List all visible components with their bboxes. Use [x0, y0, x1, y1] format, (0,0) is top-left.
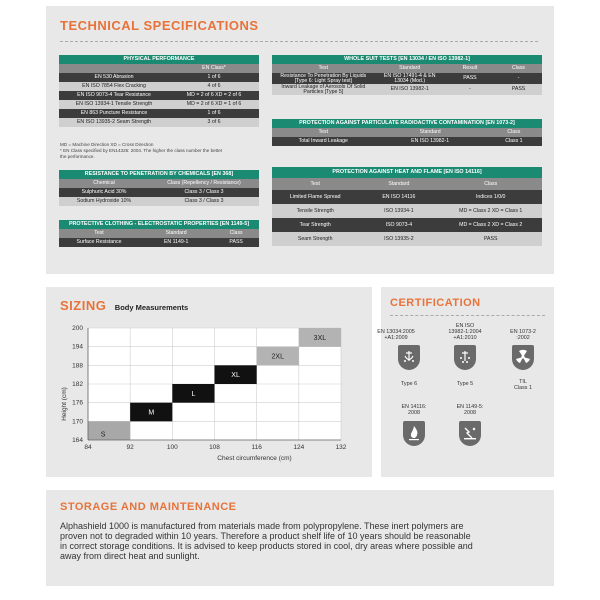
table-cell: Total Inward Leakage	[272, 137, 375, 146]
table-cell: EN ISO 13982-1	[375, 137, 486, 146]
flame-table	[272, 167, 542, 246]
table-cell: Seam Strength	[272, 232, 358, 246]
cell-line: Particles [Type 5]	[303, 88, 344, 95]
text-line: in correct storage conditions. It is advised to keep products stored in cool, dry areas where possible and	[60, 541, 473, 551]
table-cell: Tear Strength	[272, 218, 358, 232]
note-line: * EN Class specified by EN14325: 2004. The higher the class number the better	[60, 148, 223, 153]
storage-text	[60, 521, 540, 561]
table-cell: MD = 2 of 6 XD = 2 of 6	[169, 91, 259, 100]
electro-header: Class	[229, 230, 243, 236]
radiation-icon	[515, 349, 531, 365]
divider	[390, 315, 545, 316]
physical-note	[60, 142, 265, 160]
size-label: L	[191, 390, 196, 398]
y-tick-label: 176	[72, 399, 83, 407]
table-cell: 1 of 6	[169, 109, 259, 118]
x-tick-label: 116	[251, 444, 262, 451]
table-cell: MD = 2 of 6 XD = 1 of 6	[169, 100, 259, 109]
flame-title: PROTECTION AGAINST HEAT AND FLAME [EN ISO 14116]	[272, 167, 542, 178]
physical-title: PHYSICAL PERFORMANCE	[59, 55, 259, 64]
table-cell: Class 3 / Class 3	[149, 197, 259, 206]
flame-icon	[406, 425, 422, 441]
particle-icon	[457, 349, 473, 365]
table-cell: MD = Class 2 XD = Class 2	[439, 218, 542, 232]
flame-header: Standard	[388, 180, 410, 187]
y-tick-label: 170	[72, 418, 83, 426]
table-cell: Sodium Hydroxide 10%	[59, 197, 149, 206]
cert-line: +A1:2010	[453, 335, 477, 341]
cert-line: EN 1073-2	[510, 329, 536, 335]
table-cell: EN 863 Puncture Resistance	[59, 109, 169, 118]
size-label: S	[100, 431, 106, 439]
table-cell: ISO 13934-1	[358, 204, 439, 218]
suit-title: WHOLE SUIT TESTS [EN 13034 / EN ISO 13982-1]	[272, 55, 542, 64]
cert-standard	[498, 329, 548, 341]
table-cell: EN ISO 13982-1	[375, 84, 445, 95]
y-axis-label: Height (cm)	[61, 387, 68, 421]
y-tick-label: 200	[72, 325, 83, 332]
table-cell: Indices 1/0/0	[439, 190, 542, 204]
size-cell-s	[88, 421, 130, 440]
table-cell	[272, 73, 375, 84]
radioactive-header: Class	[507, 129, 521, 135]
x-tick-label: 108	[209, 444, 220, 451]
radioactive-title: PROTECTION AGAINST PARTICULATE RADIOACTIVE CONTAMINATION [EN 1073-2]	[272, 119, 542, 128]
x-tick-label: 84	[84, 444, 92, 451]
sizing-heading	[60, 297, 188, 315]
cert-badge-type6	[398, 345, 420, 370]
electro-table	[59, 220, 259, 247]
cert-line: 2008	[408, 410, 420, 416]
cert-line: EN 1149-5:	[456, 404, 484, 410]
suit-header: Result	[462, 65, 478, 71]
table-cell: ISO 13935-2	[358, 232, 439, 246]
sizing-subtitle: Body Measurements	[114, 303, 189, 312]
cert-type: Type 6	[400, 381, 418, 387]
table-cell: Sulphuric Acid 30%	[59, 188, 149, 197]
text-line: Alphashield 1000 is manufactured from materials made from polypropylene. These inert polymers are	[60, 521, 464, 531]
suit-header: Class	[512, 65, 526, 71]
table-cell: EN ISO 7854 Flex Cracking	[59, 82, 169, 91]
chemicals-title: RESISTANCE TO PENETRATION BY CHEMICALS [EN 368]	[59, 170, 259, 179]
cert-type: Type 5	[456, 381, 474, 387]
cell-line: EN ISO 17491-4 & EN	[383, 72, 436, 79]
electro-title: PROTECTIVE CLOTHING - ELECTROSTATIC PROPERTIES [EN 1149-5]	[59, 220, 259, 229]
cell-line: Inward Leakage of Aerosols Of Solid	[281, 83, 366, 90]
text-line: away from direct heat and sunlight.	[60, 551, 200, 561]
storage-title: STORAGE AND MAINTENANCE	[60, 501, 237, 513]
table-cell	[375, 73, 445, 84]
cell-line: Resistance To Penetration By Liquids	[280, 72, 367, 79]
cert-standard	[372, 329, 420, 341]
cert-line: EN 14116:	[401, 404, 427, 410]
table-cell: -	[495, 73, 542, 84]
y-tick-label: 182	[72, 381, 83, 388]
table-cell: 4 of 6	[169, 82, 259, 91]
flame-header: Class	[484, 180, 498, 187]
cert-line: EN 13034:2005	[377, 329, 415, 335]
table-cell: EN ISO 13935-2 Seam Strength	[59, 118, 169, 127]
x-tick-label: 124	[293, 444, 305, 451]
table-cell: Surface Resistance	[59, 238, 139, 247]
table-cell: EN 530 Abrasion	[59, 73, 169, 82]
cert-badge-flame	[403, 421, 425, 446]
technical-title: TECHNICAL SPECIFICATIONS	[60, 18, 259, 33]
cert-badge-static	[459, 421, 481, 446]
chemicals-header: Chemical	[93, 180, 115, 186]
table-cell: Tensile Strength	[272, 204, 358, 218]
cert-line: EN ISO	[455, 323, 475, 329]
radioactive-table	[272, 119, 542, 146]
table-cell: EN 1149-1	[139, 238, 213, 247]
radioactive-header: Standard	[419, 129, 441, 135]
cert-line: +A1:2009	[384, 335, 408, 341]
table-cell: 1 of 6	[169, 73, 259, 82]
liquid-spray-icon	[401, 349, 417, 365]
table-cell: -	[445, 84, 495, 95]
table-cell: 3 of 6	[169, 118, 259, 127]
note-line: the performance.	[60, 154, 95, 159]
table-cell: EN ISO 14116	[358, 190, 439, 204]
suit-header: Standard	[399, 65, 421, 71]
table-cell: PASS	[445, 73, 495, 84]
suit-table	[272, 55, 542, 95]
cert-line: 2008	[464, 410, 476, 416]
table-cell: PASS	[213, 238, 259, 247]
text-line: proven not to degraded within 10 years. Therefore a product shelf life of 10 years should be reasonable	[60, 531, 471, 541]
table-cell: PASS	[439, 232, 542, 246]
cert-standard	[438, 323, 492, 341]
y-tick-label: 164	[72, 437, 83, 444]
table-cell: EN ISO 9073-4 Tear Resistance	[59, 91, 169, 100]
electro-header: Standard	[165, 230, 187, 236]
cert-line: TIL	[519, 379, 527, 385]
y-tick-label: 188	[72, 362, 83, 370]
cell-line: 13034 (Mod.)	[394, 77, 426, 84]
cert-line: Class 1	[514, 385, 532, 391]
x-axis-label: Chest circumference (cm)	[217, 455, 292, 462]
table-cell: PASS	[495, 84, 542, 95]
chemicals-header: Class (Repellency / Resistance)	[167, 180, 241, 186]
size-label: 2XL	[271, 353, 284, 361]
x-tick-label: 92	[126, 444, 134, 451]
size-label: M	[148, 409, 155, 417]
sizing-title: SIZING	[60, 298, 107, 313]
physical-header	[59, 64, 169, 73]
certification-title: CERTIFICATION	[390, 297, 481, 309]
note-line: MD = Machine Direction XD = Cross Direction	[60, 142, 154, 147]
cert-standard	[392, 404, 436, 416]
y-tick-label: 194	[72, 343, 83, 351]
table-cell: Class 1	[486, 137, 542, 146]
x-tick-label: 100	[166, 444, 178, 451]
table-cell: Limited Flame Spread	[272, 190, 358, 204]
cert-standard	[448, 404, 492, 416]
size-label: XL	[231, 372, 240, 380]
electro-header: Test	[94, 230, 104, 236]
size-label: 3XL	[313, 334, 327, 342]
cell-line: [Type 6: Light Spray test]	[294, 77, 352, 84]
static-icon	[462, 425, 478, 441]
cert-type	[503, 379, 543, 391]
cert-line: 13982-1:2004	[448, 329, 482, 335]
cert-badge-type5	[454, 345, 476, 370]
x-tick-label: 132	[335, 444, 347, 451]
physical-header: EN Class*	[202, 65, 226, 71]
chemicals-table	[59, 170, 259, 206]
physical-table	[59, 55, 259, 127]
cert-badge-til	[512, 345, 534, 370]
flame-header: Test	[310, 180, 320, 187]
table-cell: MD = Class 2 XD = Class 1	[439, 204, 542, 218]
suit-header: Test	[318, 65, 329, 71]
table-cell: Class 3 / Class 3	[149, 188, 259, 197]
table-cell: EN ISO 13934-1 Tensile Strength	[59, 100, 169, 109]
size-chart	[46, 318, 366, 470]
cert-line: :2002	[516, 335, 530, 341]
table-cell	[272, 84, 375, 95]
table-cell: ISO 9073-4	[358, 218, 439, 232]
divider	[60, 41, 538, 42]
radioactive-header: Test	[318, 129, 329, 135]
